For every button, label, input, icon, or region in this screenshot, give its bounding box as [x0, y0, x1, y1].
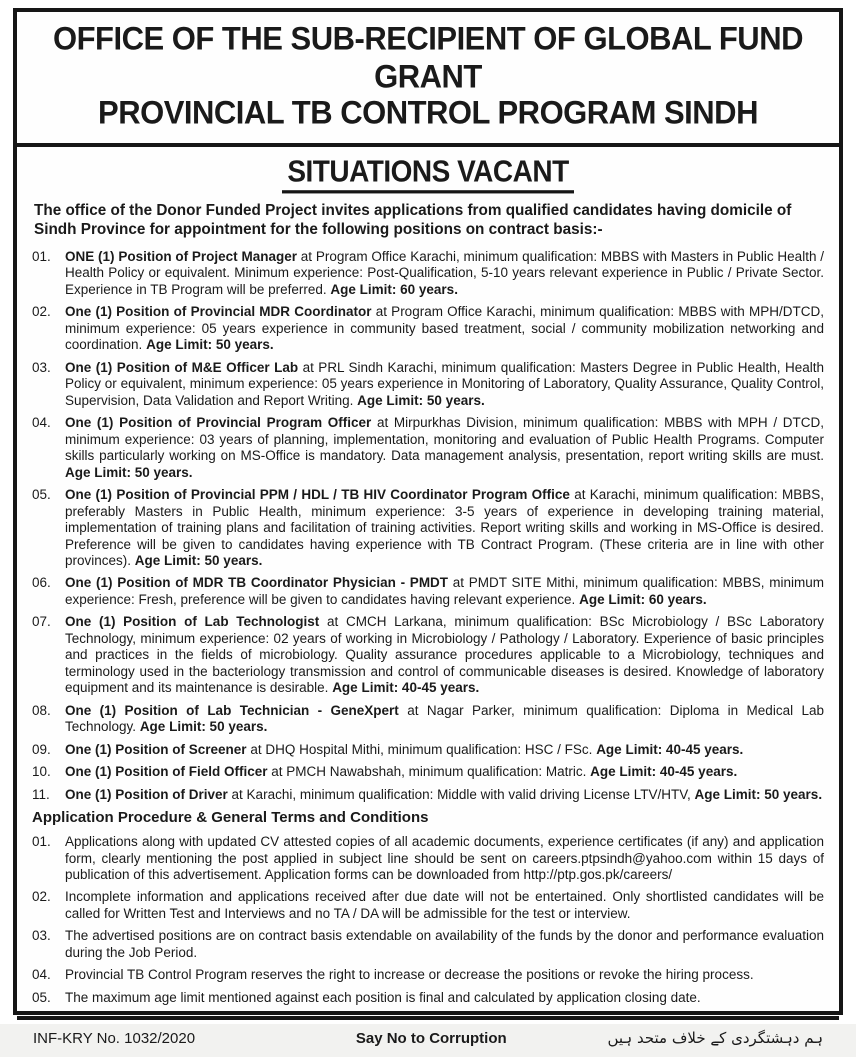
position-text [65, 415, 824, 481]
position-text [65, 575, 824, 608]
position-number: 11. [32, 786, 50, 802]
age-limit: Age Limit: 50 years. [146, 337, 274, 353]
age-limit: Age Limit: 50 years. [694, 786, 823, 802]
position-details: at Mirpurkhas Division, minimum qualification: MBBS with MPH / DTCD, minimum experience: 03 years of planning, implementation, monitoring and evaluation of Public Health Programs. Computer skills particularly working on MS-Office is mandatory. Data management analysis, presentation, report writing skills are must. [65, 415, 825, 464]
position-title: ONE (1) Position of Project Manager [65, 249, 297, 265]
ad-ref-number: INF-KRY No. 1032/2020 [33, 1029, 196, 1047]
position-title: One (1) Position of Provincial PPM / HDL / TB HIV Coordinator Program Office [65, 487, 570, 503]
position-text [65, 360, 824, 409]
position-title: One (1) Position of Driver [65, 786, 228, 802]
term-text: Incomplete information and applications received after due date will not be entertained. Only shortlisted candidates will be called for Written Test and Interviews and no TA / DA will be admissible for the test or interview. [65, 889, 824, 921]
age-limit: Age Limit: 50 years. [65, 464, 193, 480]
age-limit: Age Limit: 40-45 years. [332, 680, 480, 696]
slogan-text: Say No to Corruption [355, 1029, 507, 1047]
position-item [32, 360, 824, 409]
position-title: One (1) Position of Field Officer [65, 764, 268, 780]
position-number: 04. [32, 415, 51, 431]
position-title: One (1) Position of Provincial Program Officer [65, 415, 372, 431]
term-number: 04. [32, 967, 51, 983]
term-text: The maximum age limit mentioned against each position is final and calculated by application closing date. [65, 989, 701, 1005]
term-text: Applications along with updated CV attested copies of all academic documents, experience certificates (if any) and application form, clearly mentioning the post applied in subject line should be sent on careers.ptpsindh@yahoo.com within 15 days of publication of this advertisement. Application forms can be downloaded from http://ptp.gos.pk/careers/ [65, 834, 824, 883]
position-details: at Program Office Karachi, minimum qualification: MBBS with Masters in Public Health / Health Policy or equivalent. Minimum experience: Post-Qualification, 5-10 years relevant experience in Public / Private Sector. Experience in TB Program will be preferred. [65, 249, 824, 297]
position-text [65, 703, 824, 736]
position-number: 01. [32, 249, 51, 265]
terms-heading: Application Procedure & General Terms and Conditions [32, 809, 429, 827]
age-limit: Age Limit: 40-45 years. [590, 764, 738, 780]
age-limit: Age Limit: 50 years. [134, 552, 263, 568]
position-title: One (1) Position of MDR TB Coordinator Physician - PMDT [65, 575, 449, 591]
urdu-motto: ہم دہشتگردی کے خلاف متحد ہیں [607, 1029, 823, 1048]
position-number: 08. [32, 702, 51, 718]
position-title: One (1) Position of M&E Officer Lab [65, 359, 299, 375]
position-item [32, 614, 824, 696]
position-item [32, 787, 824, 803]
situations-vacant-title: SITUATIONS VACANT [282, 154, 573, 193]
position-details: at PRL Sindh Karachi, minimum qualification: Masters Degree in Public Health, Health Policy or equivalent, minimum experience: 05 years experience in Monitoring of Laboratory, Quality Assurance, Quality Control, Supervision, Data Validation and Report Writing. [65, 359, 824, 408]
position-number: 10. [32, 764, 51, 780]
position-number: 06. [32, 575, 51, 591]
position-text [65, 787, 824, 803]
position-number: 03. [32, 359, 51, 375]
term-item [32, 990, 824, 1006]
position-text [65, 304, 824, 353]
position-text [65, 249, 824, 298]
position-title: One (1) Position of Provincial MDR Coordinator [65, 304, 372, 320]
position-item [32, 415, 824, 481]
position-text [65, 614, 824, 696]
position-details: at Program Office Karachi, minimum qualification: MBBS with MPH/DTCD, minimum experience: 05 years experience in community based treatment, social / community mobilization networking and coordination. [65, 304, 824, 353]
age-limit: Age Limit: 60 years. [579, 591, 707, 607]
position-item [32, 764, 824, 780]
position-item [32, 304, 824, 353]
position-title: One (1) Position of Lab Technologist [65, 614, 320, 630]
position-details: at DHQ Hospital Mithi, minimum qualification: HSC / FSc. [250, 741, 593, 757]
term-number: 05. [32, 989, 51, 1005]
position-item [32, 249, 824, 298]
position-text [65, 487, 824, 569]
position-details: at PMCH Nawabshah, minimum qualification: Matric. [271, 764, 587, 780]
ad-footer [17, 1020, 839, 1057]
position-item [32, 575, 824, 608]
position-number: 02. [32, 304, 51, 320]
position-details: at CMCH Larkana, minimum qualification: BSc Microbiology / BSc Laboratory Technology, minimum experience: 02 years of working in Microbiology / Pathology / Laboratory. Experience of basic principles and practices in the fields of microbiology. Quality assurance procedures applicable to a Microbiology, techniques and terminology used in the bacteriology transmission and control of communicable diseases is desired. Knowledge of laboratory equipment and its maintenance is desirable. [65, 614, 824, 696]
org-header [17, 12, 839, 143]
term-text: The advertised positions are on contract basis extendable on availability of the funds by the donor and performance evaluation during the Job Period. [65, 928, 824, 960]
term-text: Provincial TB Control Program reserves the right to increase or decrease the positions or revoke the hiring process. [65, 967, 754, 983]
position-text [65, 764, 824, 780]
term-item [32, 889, 824, 922]
ad-body [17, 147, 839, 1017]
terms-list [32, 834, 824, 1006]
term-item [32, 928, 824, 961]
position-item [32, 487, 824, 569]
org-title-line2: PROVINCIAL TB CONTROL PROGRAM SINDH [98, 93, 758, 131]
positions-list [32, 249, 824, 803]
term-number: 02. [32, 889, 51, 905]
position-number: 07. [32, 614, 51, 630]
age-limit: Age Limit: 50 years. [357, 392, 485, 408]
age-limit: Age Limit: 40-45 years. [596, 741, 744, 757]
position-item [32, 742, 824, 758]
position-details: at Karachi, minimum qualification: MBBS, preferably Masters in Public Health, minimum experience: 3-5 years of experience in developing training material, implementation of training plans and facilitation of training activities. Report writing skills and working in MS-Office is desired. Preference will be given to candidates having experience with TB Contract Program. (These criteria are in line with other provinces). [65, 487, 824, 568]
position-title: One (1) Position of Screener [65, 741, 247, 757]
position-number: 09. [32, 741, 51, 757]
position-title: One (1) Position of Lab Technician - GeneXpert [65, 702, 399, 718]
vacant-title-wrap [32, 156, 824, 192]
term-number: 01. [32, 834, 51, 850]
position-number: 05. [32, 487, 51, 503]
position-details: at PMDT SITE Mithi, minimum qualification: MBBS, minimum experience: Fresh, preference will be given to candidates having relevant experience. [65, 575, 824, 607]
advertisement-frame [13, 8, 843, 1048]
position-details: at Karachi, minimum qualification: Middle with valid driving License LTV/HTV, [231, 786, 691, 802]
age-limit: Age Limit: 50 years. [139, 719, 268, 735]
position-item [32, 703, 824, 736]
org-title-line1: OFFICE OF THE SUB-RECIPIENT OF GLOBAL FUND GRANT [53, 19, 803, 96]
age-limit: Age Limit: 60 years. [330, 281, 458, 297]
position-text [65, 742, 824, 758]
intro-paragraph: The office of the Donor Funded Project invites applications from qualified candidates having domicile of Sindh Province for appointment for the following positions on contract basis:- [34, 201, 792, 238]
term-item [32, 834, 824, 883]
position-details: at Nagar Parker, minimum qualification: Diploma in Medical Lab Technology. [65, 702, 824, 735]
term-item [32, 967, 824, 983]
term-number: 03. [32, 928, 51, 944]
